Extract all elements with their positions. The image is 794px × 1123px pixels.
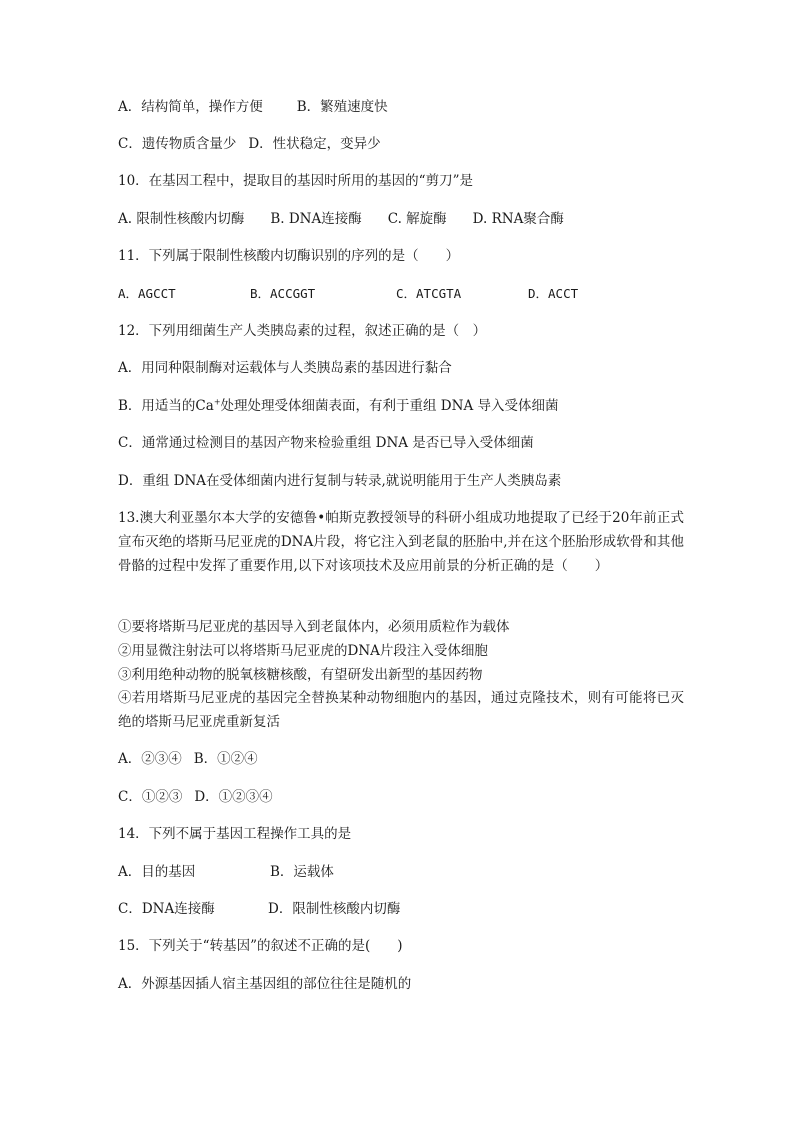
q13-statement-1: ①要将塔斯马尼亚虎的基因导入到老鼠体内，必须用质粒作为载体 bbox=[118, 619, 510, 635]
q13-option-c: C．①②③ bbox=[118, 789, 183, 805]
q13-options-row-1 bbox=[118, 749, 258, 769]
q12-option-b-text-post: 处理处理受体细菌表面，有利于重组 DNA 导入受体细菌 bbox=[220, 398, 559, 414]
q12-option-b bbox=[118, 396, 558, 416]
q14-option-d: D．限制性核酸内切酶 bbox=[268, 901, 401, 917]
q14-option-c: C．DNA连接酶 bbox=[118, 901, 215, 917]
q13-statement-2: ②用显微注射法可以将塔斯马尼亚虎的DNA片段注入受体细胞 bbox=[118, 643, 488, 659]
q15-stem: 15．下列关于“转基因”的叙述不正确的是( ) bbox=[118, 938, 403, 954]
q10-options bbox=[118, 209, 564, 229]
q11-option-d: D．ACCT bbox=[528, 286, 579, 301]
q14-options-row-2 bbox=[118, 899, 400, 919]
q13-options-row-2 bbox=[118, 787, 273, 807]
q13-statement-4: ④若用塔斯马尼亚虎的基因完全替换某种动物细胞内的基因，通过克隆技术，则有可能将已灭绝的塔斯马尼亚虎重新复活 bbox=[118, 690, 684, 730]
q13-stem: 13.澳大利亚墨尔本大学的安德鲁•帕斯克教授领导的科研小组成功地提取了已经于20年前正式宣布灭绝的塔斯马尼亚虎的DNA片段，将它注入到老鼠的胚胎中,并在这个胚胎形成软骨和其他骨骼的过程中发挥了重要作用,以下对该项技术及应用前景的分析正确的是（ ） bbox=[118, 510, 684, 574]
q14-options-row-1 bbox=[118, 862, 334, 882]
q10-option-d: D. RNA聚合酶 bbox=[472, 211, 564, 227]
q10-option-b: B. DNA连接酶 bbox=[270, 211, 362, 227]
q11-option-a: A．AGCCT bbox=[118, 286, 176, 301]
q12-option-a: A．用同种限制酶对运载体与人类胰岛素的基因进行黏合 bbox=[118, 360, 452, 376]
q14-option-a: A．目的基因 bbox=[118, 864, 196, 880]
q12-stem: 12．下列用细菌生产人类胰岛素的过程，叙述正确的是（ ） bbox=[118, 323, 487, 339]
q10-option-c: C. 解旋酶 bbox=[387, 211, 447, 227]
exam-content bbox=[118, 0, 688, 1123]
q10-stem: 10．在基因工程中，提取目的基因时所用的基因的“剪刀”是 bbox=[118, 173, 473, 189]
q11-option-c: C．ATCGTA bbox=[396, 286, 462, 301]
q13-option-d: D．①②③④ bbox=[194, 789, 273, 805]
q15-option-a: A．外源基因插人宿主基因组的部位往往是随机的 bbox=[118, 976, 412, 992]
q9-option-d: D．性状稳定，变异少 bbox=[248, 136, 381, 152]
q14-option-b: B．运载体 bbox=[270, 864, 334, 880]
q9-options-row-1 bbox=[118, 97, 388, 117]
q12-option-c: C．通常通过检测目的基因产物来检验重组 DNA 是否已导入受体细菌 bbox=[118, 435, 534, 451]
q12-option-d: D．重组 DNA在受体细菌内进行复制与转录,就说明能用于生产人类胰岛素 bbox=[118, 473, 562, 489]
q9-option-b: B．繁殖速度快 bbox=[296, 99, 388, 115]
q9-options-row-2 bbox=[118, 134, 381, 154]
q12-option-b-superscript: + bbox=[213, 397, 221, 407]
q11-options bbox=[118, 284, 578, 304]
q11-stem: 11．下列属于限制性核酸内切酶识别的序列的是（ ） bbox=[118, 248, 460, 264]
q9-option-a: A．结构简单，操作方便 bbox=[118, 99, 263, 115]
q11-option-b: B．ACCGGT bbox=[250, 286, 316, 301]
q14-stem: 14．下列不属于基因工程操作工具的是 bbox=[118, 826, 352, 842]
q13-statement-3: ③利用绝种动物的脱氧核糖核酸，有望研发出新型的基因药物 bbox=[118, 667, 483, 683]
q10-option-a: A. 限制性核酸内切酶 bbox=[118, 211, 245, 227]
q12-option-b-text-pre: B．用适当的Ca bbox=[118, 398, 214, 414]
q9-option-c: C．遗传物质含量少 bbox=[118, 136, 237, 152]
q13-option-b: B．①②④ bbox=[193, 751, 258, 767]
q13-option-a: A．②③④ bbox=[118, 751, 182, 767]
